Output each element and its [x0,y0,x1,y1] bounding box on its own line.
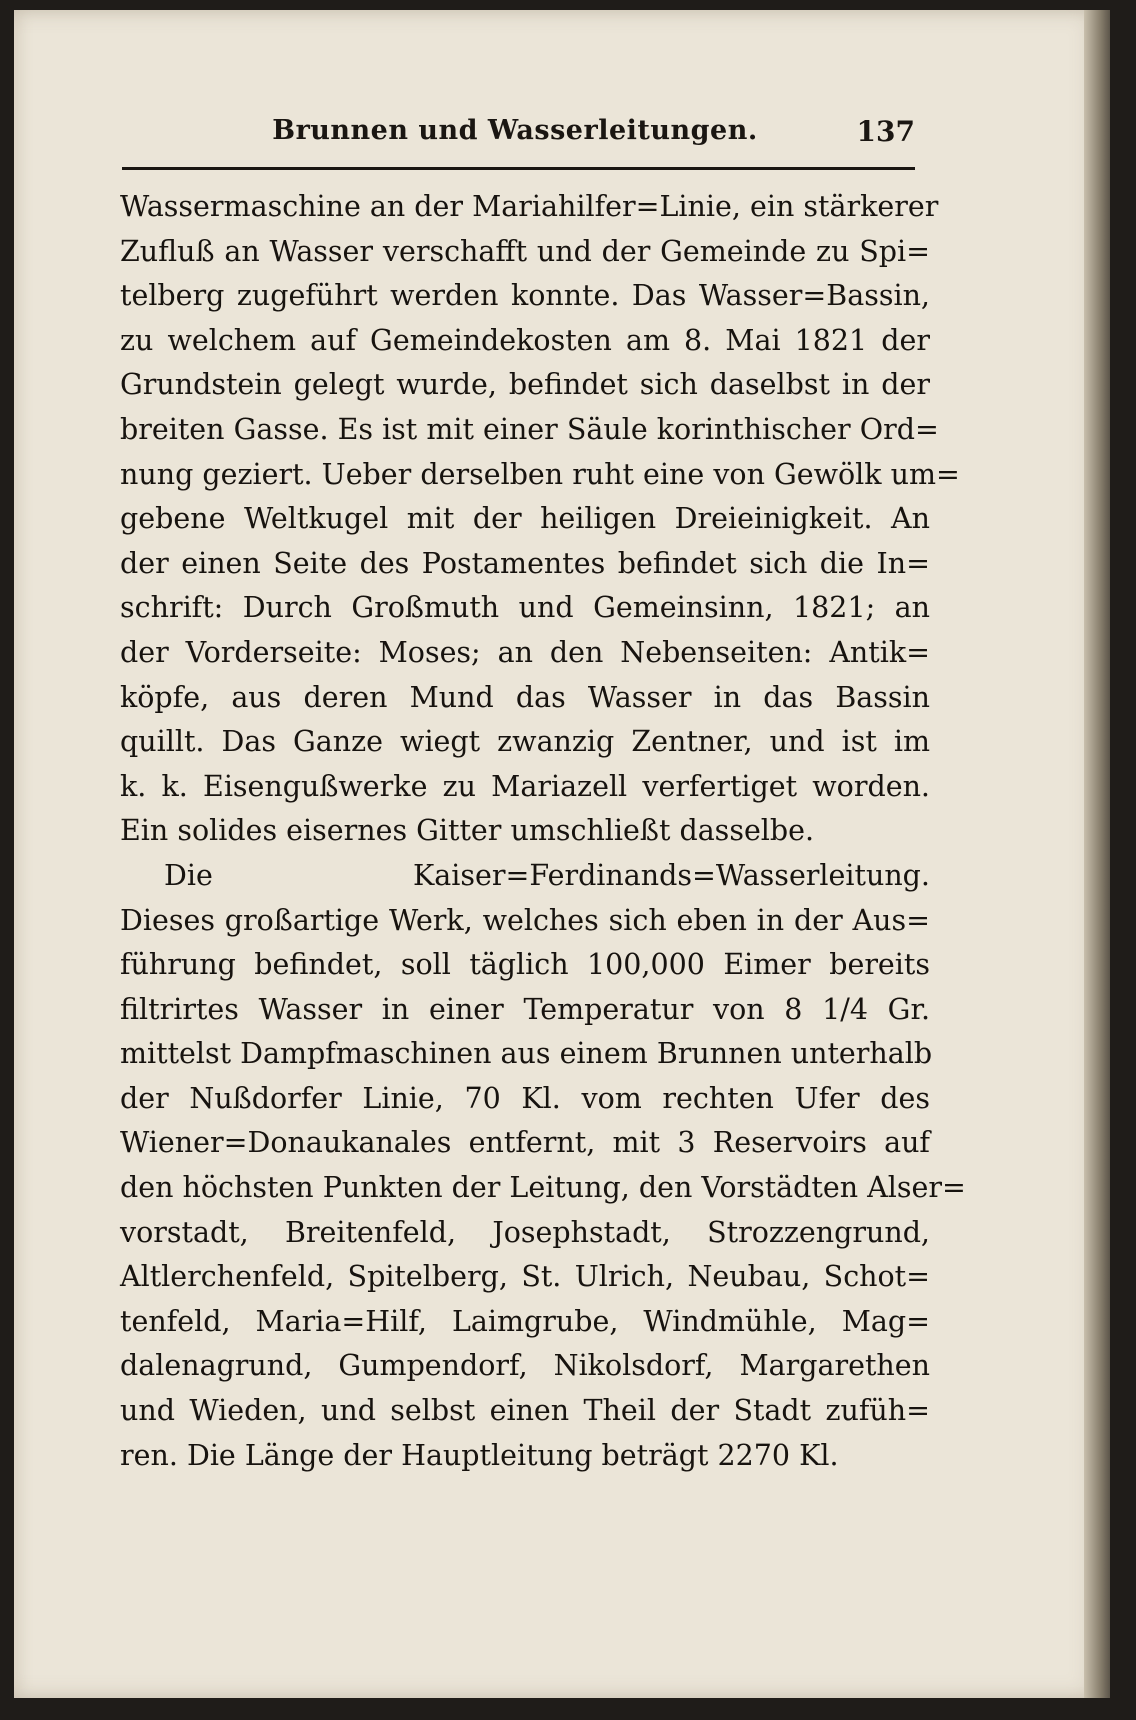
header-rule [122,167,915,170]
text-line: der Vorderseite: Moses; an den Nebenseiten: Antik= [120,635,930,669]
text-line: dalenagrund, Gumpendorf, Nikolsdorf, Margarethen [120,1349,930,1383]
section-heading-line: Die Kaiser=Ferdinands=Wasserleitung. [164,858,930,892]
page-header [115,115,915,155]
text-line: Altlerchenfeld, Spitelberg, St. Ulrich, Neubau, Schot= [120,1260,930,1294]
running-head: Brunnen und Wasserleitungen. [272,115,758,146]
text-line: Grundstein gelegt wurde, befindet sich daselbst in der [120,368,930,402]
text-line: und Wieden, und selbst einen Theil der Stadt zufüh= [120,1394,930,1428]
text-line: vorstadt, Breitenfeld, Josephstadt, Strozzengrund, [120,1215,930,1249]
text-line: mittelst Dampfmaschinen aus einem Brunnen unterhalb [120,1037,933,1071]
page-edge [1084,10,1110,1698]
text-line: filtrirtes Wasser in einer Temperatur von 8 1/4 Gr. [120,992,930,1026]
text-line: quillt. Das Ganze wiegt zwanzig Zentner, und ist im [120,725,930,759]
text-line: Ein solides eisernes Gitter umschließt dasselbe. [120,814,815,848]
text-line: Wiener=Donaukanales entfernt, mit 3 Reservoirs auf [120,1126,930,1160]
text-line: ren. Die Länge der Hauptleitung beträgt 2270 Kl. [120,1438,839,1472]
text-line: der Nußdorfer Linie, 70 Kl. vom rechten Ufer des [120,1081,930,1115]
text-line: zu welchem auf Gemeindekosten am 8. Mai 1821 der [120,323,930,357]
text-line: führung befindet, soll täglich 100,000 Eimer bereits [120,948,930,982]
text-line: k. k. Eisengußwerke zu Mariazell verfertiget worden. [120,769,930,803]
text-line: schrift: Durch Großmuth und Gemeinsinn, 1821; an [120,591,930,625]
text-line: Zufluß an Wasser verschafft und der Gemeinde zu Spi= [120,234,930,268]
text-line: telberg zugeführt werden konnte. Das Wasser=Bassin, [120,279,930,313]
text-line: köpfe, aus deren Mund das Wasser in das Bassin [120,680,930,714]
page-number: 137 [856,115,915,148]
body-text [120,185,966,1478]
text-line: Dieses großartige Werk, welches sich eben in der Aus= [120,903,930,937]
text-line: den höchsten Punkten der Leitung, den Vorstädten Alser= [120,1171,966,1205]
text-line: Wassermaschine an der Mariahilfer=Linie, ein stärkerer [120,190,939,223]
text-line: gebene Weltkugel mit der heiligen Dreieinigkeit. An [120,502,930,536]
text-line: der einen Seite des Postamentes befindet sich die In= [120,546,930,580]
text-line: nung geziert. Ueber derselben ruht eine von Gewölk um= [120,457,960,491]
text-line: tenfeld, Maria=Hilf, Laimgrube, Windmühle, Mag= [120,1304,930,1338]
text-line: breiten Gasse. Es ist mit einer Säule korinthischer Ord= [120,412,939,446]
